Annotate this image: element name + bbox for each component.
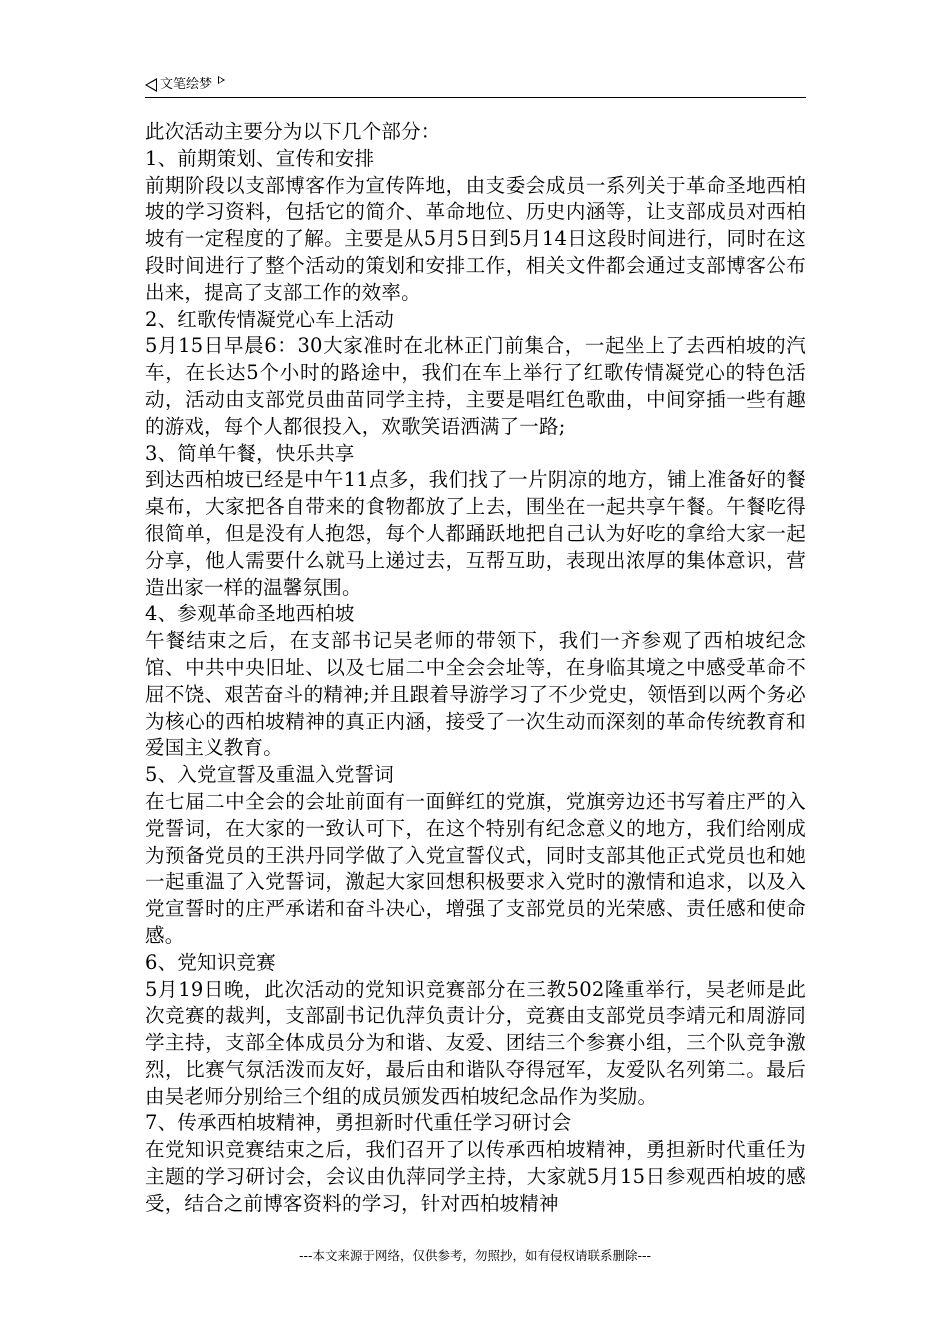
- triangle-left-icon: [145, 78, 157, 92]
- section-heading: 5、入党宣誓及重温入党誓词: [145, 763, 395, 787]
- header-title: 文笔绘梦: [160, 77, 213, 92]
- triangle-right-icon: [218, 76, 225, 84]
- section-paragraph: 5月19日晚，此次活动的党知识竞赛部分在三教502隆重举行，吴老师是此次竞赛的裁判，支部副书记仇萍负责计分，竞赛由支部党员李靖元和周游同学主持，支部全体成员分为和谐、友爱、团结三个参赛小组，三个队竞争激烈，比赛气氛活泼而友好，最后由和谐队夺得冠军，友爱队名列第二。最后由吴老师分别给三个组的成员颁发西柏坡纪念品作为奖励。: [145, 977, 806, 1108]
- section-heading: 2、红歌传情凝党心车上活动: [145, 307, 395, 331]
- footer-disclaimer: ---本文来源于网络，仅供参考，勿照抄，如有侵权请联系删除---: [298, 1248, 652, 1263]
- section-paragraph: 5月15日早晨6：30大家准时在北林正门前集合，一起坐上了去西柏坡的汽车，在长达5个小时的路途中，我们在车上举行了红歌传情凝党心的特色活动，活动由支部党员曲苗同学主持，主要是唱红色歌曲，中间穿插一些有趣的游戏，每个人都很投入，欢歌笑语洒满了一路;: [145, 334, 806, 438]
- section-paragraph: 到达西柏坡已经是中午11点多，我们找了一片阴凉的地方，铺上准备好的餐桌布，大家把各自带来的食物都放了上去，围坐在一起共享午餐。午餐吃得很简单，但是没有人抱怨，每个人都踊跃地把自己认为好吃的拿给大家一起分享，他人需要什么就马上递过去，互帮互助，表现出浓厚的集体意识，营造出家一样的温馨氛围。: [145, 468, 806, 599]
- section-paragraph: 前期阶段以支部博客作为宣传阵地，由支委会成员一系列关于革命圣地西柏坡的学习资料，包括它的简介、革命地位、历史内涵等，让支部成员对西柏坡有一定程度的了解。主要是从5月5日到5月14日这段时间进行，同时在这段时间进行了整个活动的策划和安排工作，相关文件都会通过支部博客公布出来，提高了支部工作的效率。: [145, 173, 806, 304]
- section-paragraph: 午餐结束之后，在支部书记吴老师的带领下，我们一齐参观了西柏坡纪念馆、中共中央旧址、以及七届二中全会会址等，在身临其境之中感受革命不屈不饶、艰苦奋斗的精神;并且跟着导游学习了不少党史，领悟到以两个务必为核心的西柏坡精神的真正内涵，接受了一次生动而深刻的革命传统教育和爱国主义教育。: [145, 629, 806, 760]
- intro-line: 此次活动主要分为以下几个部分：: [145, 120, 441, 143]
- section-paragraph: 在七届二中全会的会址前面有一面鲜红的党旗，党旗旁边还书写着庄严的入党誓词，在大家的一致认可下，在这个特别有纪念意义的地方，我们给刚成为预备党员的王洪丹同学做了入党宣誓仪式，同时支部其他正式党员也和她一起重温了入党誓词，激起大家回想积极要求入党时的激情和追求，以及入党宣誓时的庄严承诺和奋斗决心，增强了支部党员的光荣感、责任感和使命感。: [145, 789, 806, 947]
- section-heading: 1、前期策划、宣传和安排: [145, 146, 375, 170]
- section-heading: 3、简单午餐，快乐共享: [145, 441, 355, 465]
- section-heading: 7、传承西柏坡精神，勇担新时代重任学习研讨会: [145, 1111, 572, 1135]
- document-body: [145, 119, 806, 1218]
- page-header: [145, 74, 805, 96]
- section-heading: 6、党知识竞赛: [145, 950, 276, 974]
- section-heading: 4、参观革命圣地西柏坡: [145, 602, 355, 626]
- section-paragraph: 在党知识竞赛结束之后，我们召开了以传承西柏坡精神，勇担新时代重任为主题的学习研讨会，会议由仇萍同学主持，大家就5月15日参观西柏坡的感受，结合之前博客资料的学习，针对西柏坡精神: [145, 1138, 806, 1215]
- header-divider: [145, 97, 806, 98]
